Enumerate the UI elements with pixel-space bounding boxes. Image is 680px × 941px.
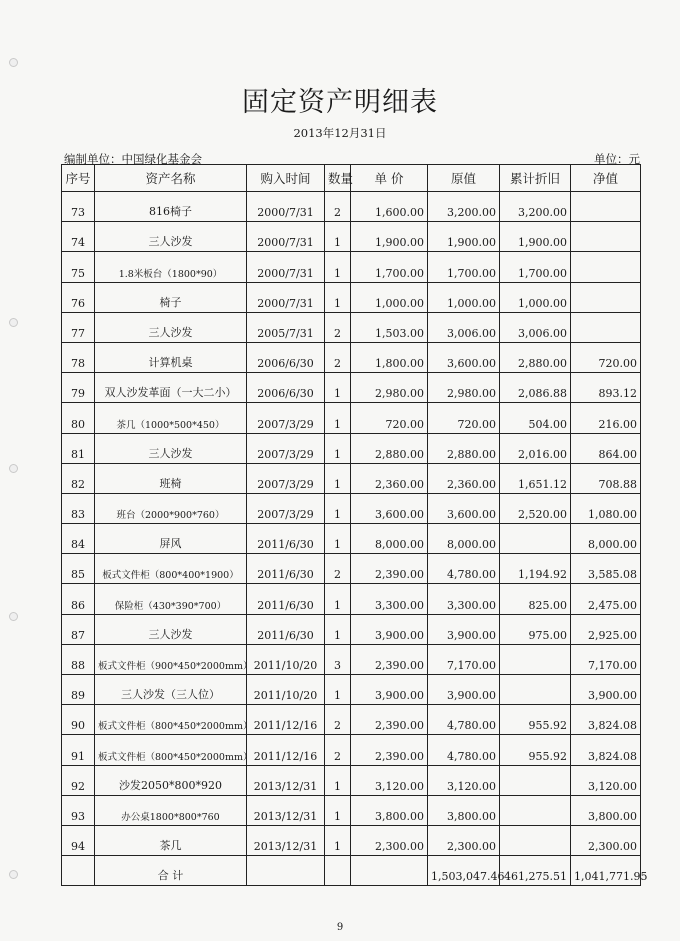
cell-original: 2,880.00	[428, 433, 500, 463]
cell-net: 3,800.00	[571, 795, 641, 825]
cell-original: 4,780.00	[428, 705, 500, 735]
col-header-date: 购入时间	[247, 165, 325, 192]
cell-no: 93	[62, 795, 95, 825]
cell-name: 屏风	[95, 524, 247, 554]
cell-date: 2007/3/29	[247, 493, 325, 523]
cell-no: 75	[62, 252, 95, 282]
cell-qty: 1	[325, 675, 351, 705]
asset-table	[61, 164, 648, 886]
cell-price: 1,000.00	[351, 282, 428, 312]
page-title: 固定资产明细表	[242, 87, 438, 118]
table-row	[62, 433, 641, 463]
cell-net: 216.00	[571, 403, 641, 433]
cell-price: 2,390.00	[351, 705, 428, 735]
cell-depreciation: 2,520.00	[500, 493, 571, 523]
cell-no: 86	[62, 584, 95, 614]
cell-original: 3,200.00	[428, 192, 500, 222]
cell-date: 2013/12/31	[247, 795, 325, 825]
cell-price: 3,300.00	[351, 584, 428, 614]
cell-qty: 2	[325, 735, 351, 765]
cell-price: 3,800.00	[351, 795, 428, 825]
cell-price: 2,390.00	[351, 554, 428, 584]
cell-name: 沙发2050*800*920	[95, 765, 247, 795]
report-date: 2013年12月31日	[293, 126, 387, 140]
cell-date: 2007/3/29	[247, 403, 325, 433]
cell-qty: 1	[325, 614, 351, 644]
cell-price: 720.00	[351, 403, 428, 433]
total-row	[62, 856, 641, 886]
cell-net: 3,824.08	[571, 735, 641, 765]
cell-no: 78	[62, 342, 95, 372]
table-row	[62, 705, 641, 735]
cell-net: 893.12	[571, 373, 641, 403]
total-net: 1,041,771.95	[571, 856, 641, 886]
cell-date: 2011/10/20	[247, 675, 325, 705]
cell-original: 3,006.00	[428, 312, 500, 342]
cell-original: 3,300.00	[428, 584, 500, 614]
cell-qty: 1	[325, 373, 351, 403]
cell-qty: 3	[325, 644, 351, 674]
table-row	[62, 614, 641, 644]
cell-price: 1,600.00	[351, 192, 428, 222]
cell-date: 2007/3/29	[247, 463, 325, 493]
cell-original: 3,800.00	[428, 795, 500, 825]
cell-net: 864.00	[571, 433, 641, 463]
cell-qty: 1	[325, 765, 351, 795]
cell-name: 板式文件柜（800*450*2000mm）	[95, 705, 247, 735]
cell-name: 三人沙发（三人位）	[95, 675, 247, 705]
cell-net: 708.88	[571, 463, 641, 493]
cell-name: 三人沙发	[95, 614, 247, 644]
cell-qty: 1	[325, 282, 351, 312]
cell-price: 2,300.00	[351, 825, 428, 855]
cell-no: 73	[62, 192, 95, 222]
total-cell-blank	[351, 856, 428, 886]
cell-name: 保险柜（430*390*700）	[95, 584, 247, 614]
cell-depreciation	[500, 825, 571, 855]
cell-net	[571, 192, 641, 222]
cell-net: 1,080.00	[571, 493, 641, 523]
cell-net	[571, 282, 641, 312]
cell-name: 三人沙发	[95, 312, 247, 342]
cell-depreciation: 975.00	[500, 614, 571, 644]
cell-depreciation: 1,000.00	[500, 282, 571, 312]
table-row	[62, 403, 641, 433]
cell-qty: 1	[325, 403, 351, 433]
cell-original: 7,170.00	[428, 644, 500, 674]
cell-name: 茶几	[95, 825, 247, 855]
cell-price: 8,000.00	[351, 524, 428, 554]
currency-unit-label: 单位：元	[594, 152, 640, 166]
cell-name: 班椅	[95, 463, 247, 493]
cell-depreciation	[500, 675, 571, 705]
cell-original: 2,300.00	[428, 825, 500, 855]
cell-qty: 1	[325, 825, 351, 855]
cell-qty: 1	[325, 463, 351, 493]
cell-date: 2006/6/30	[247, 342, 325, 372]
col-header-depreciation: 累计折旧	[500, 165, 571, 192]
cell-net: 2,300.00	[571, 825, 641, 855]
cell-depreciation: 2,016.00	[500, 433, 571, 463]
cell-date: 2005/7/31	[247, 312, 325, 342]
cell-qty: 1	[325, 433, 351, 463]
cell-no: 74	[62, 222, 95, 252]
table-row	[62, 644, 641, 674]
cell-depreciation: 1,651.12	[500, 463, 571, 493]
cell-name: 三人沙发	[95, 222, 247, 252]
total-cell-blank	[325, 856, 351, 886]
cell-original: 3,900.00	[428, 614, 500, 644]
cell-qty: 2	[325, 192, 351, 222]
table-row	[62, 282, 641, 312]
col-header-net: 净值	[571, 165, 641, 192]
cell-date: 2011/6/30	[247, 614, 325, 644]
cell-price: 3,600.00	[351, 493, 428, 523]
table-row	[62, 192, 641, 222]
cell-qty: 2	[325, 705, 351, 735]
cell-name: 板式文件柜（800*400*1900）	[95, 554, 247, 584]
cell-depreciation: 955.92	[500, 735, 571, 765]
binder-hole	[9, 464, 18, 473]
total-depreciation: 461,275.51	[500, 856, 571, 886]
cell-no: 92	[62, 765, 95, 795]
cell-no: 82	[62, 463, 95, 493]
binder-hole	[9, 58, 18, 67]
table-row	[62, 584, 641, 614]
cell-no: 83	[62, 493, 95, 523]
cell-date: 2011/12/16	[247, 735, 325, 765]
cell-price: 3,120.00	[351, 765, 428, 795]
table-row	[62, 675, 641, 705]
table-row	[62, 312, 641, 342]
binder-hole	[9, 870, 18, 879]
cell-name: 1.8米板台（1800*90）	[95, 252, 247, 282]
cell-date: 2011/12/16	[247, 705, 325, 735]
cell-name: 816椅子	[95, 192, 247, 222]
total-cell-blank	[247, 856, 325, 886]
cell-qty: 2	[325, 554, 351, 584]
cell-original: 1,700.00	[428, 252, 500, 282]
cell-no: 84	[62, 524, 95, 554]
cell-date: 2013/12/31	[247, 765, 325, 795]
table-header-row	[62, 165, 641, 192]
cell-original: 720.00	[428, 403, 500, 433]
cell-qty: 2	[325, 342, 351, 372]
cell-price: 3,900.00	[351, 675, 428, 705]
cell-no: 79	[62, 373, 95, 403]
cell-no: 87	[62, 614, 95, 644]
cell-depreciation: 2,880.00	[500, 342, 571, 372]
table-row	[62, 463, 641, 493]
total-label: 合 计	[95, 856, 247, 886]
cell-qty: 2	[325, 312, 351, 342]
page-number: 9	[336, 922, 344, 933]
cell-name: 三人沙发	[95, 433, 247, 463]
cell-original: 3,600.00	[428, 493, 500, 523]
cell-depreciation: 504.00	[500, 403, 571, 433]
cell-price: 2,390.00	[351, 735, 428, 765]
cell-depreciation: 955.92	[500, 705, 571, 735]
cell-depreciation: 825.00	[500, 584, 571, 614]
cell-date: 2011/6/30	[247, 524, 325, 554]
table-row	[62, 342, 641, 372]
cell-no: 85	[62, 554, 95, 584]
cell-name: 班台（2000*900*760）	[95, 493, 247, 523]
cell-net	[571, 312, 641, 342]
cell-date: 2000/7/31	[247, 282, 325, 312]
cell-name: 板式文件柜（900*450*2000mm）	[95, 644, 247, 674]
cell-date: 2006/6/30	[247, 373, 325, 403]
cell-no: 88	[62, 644, 95, 674]
cell-net	[571, 252, 641, 282]
cell-date: 2013/12/31	[247, 825, 325, 855]
cell-net: 720.00	[571, 342, 641, 372]
cell-price: 2,360.00	[351, 463, 428, 493]
col-header-name: 资产名称	[95, 165, 247, 192]
cell-date: 2007/3/29	[247, 433, 325, 463]
col-header-original: 原值	[428, 165, 500, 192]
cell-original: 1,000.00	[428, 282, 500, 312]
cell-price: 3,900.00	[351, 614, 428, 644]
cell-original: 3,120.00	[428, 765, 500, 795]
cell-net: 2,925.00	[571, 614, 641, 644]
cell-qty: 1	[325, 493, 351, 523]
col-header-qty: 数量	[325, 165, 351, 192]
cell-price: 1,900.00	[351, 222, 428, 252]
cell-original: 3,600.00	[428, 342, 500, 372]
table-row	[62, 222, 641, 252]
cell-qty: 1	[325, 795, 351, 825]
cell-depreciation: 1,900.00	[500, 222, 571, 252]
cell-date: 2000/7/31	[247, 192, 325, 222]
cell-net: 3,824.08	[571, 705, 641, 735]
total-cell-blank	[62, 856, 95, 886]
cell-depreciation: 3,200.00	[500, 192, 571, 222]
cell-original: 4,780.00	[428, 554, 500, 584]
cell-price: 2,390.00	[351, 644, 428, 674]
binder-hole	[9, 612, 18, 621]
table-row	[62, 252, 641, 282]
cell-price: 1,800.00	[351, 342, 428, 372]
cell-name: 茶几（1000*500*450）	[95, 403, 247, 433]
table-row	[62, 765, 641, 795]
cell-no: 94	[62, 825, 95, 855]
cell-net: 3,120.00	[571, 765, 641, 795]
table-row	[62, 554, 641, 584]
cell-depreciation	[500, 765, 571, 795]
table-row	[62, 524, 641, 554]
cell-date: 2011/10/20	[247, 644, 325, 674]
cell-qty: 1	[325, 252, 351, 282]
cell-price: 2,980.00	[351, 373, 428, 403]
table-row	[62, 373, 641, 403]
cell-no: 76	[62, 282, 95, 312]
table-row	[62, 825, 641, 855]
cell-price: 1,700.00	[351, 252, 428, 282]
table-row	[62, 735, 641, 765]
cell-date: 2000/7/31	[247, 222, 325, 252]
cell-net	[571, 222, 641, 252]
cell-no: 80	[62, 403, 95, 433]
cell-price: 1,503.00	[351, 312, 428, 342]
cell-original: 2,360.00	[428, 463, 500, 493]
cell-no: 90	[62, 705, 95, 735]
organization-label: 编制单位：中国绿化基金会	[64, 152, 202, 166]
cell-date: 2011/6/30	[247, 584, 325, 614]
cell-qty: 1	[325, 584, 351, 614]
cell-name: 计算机桌	[95, 342, 247, 372]
cell-qty: 1	[325, 222, 351, 252]
cell-name: 椅子	[95, 282, 247, 312]
cell-net: 3,585.08	[571, 554, 641, 584]
cell-price: 2,880.00	[351, 433, 428, 463]
cell-no: 77	[62, 312, 95, 342]
table-row	[62, 493, 641, 523]
cell-original: 2,980.00	[428, 373, 500, 403]
cell-net: 8,000.00	[571, 524, 641, 554]
cell-original: 4,780.00	[428, 735, 500, 765]
cell-original: 8,000.00	[428, 524, 500, 554]
cell-date: 2011/6/30	[247, 554, 325, 584]
cell-depreciation	[500, 524, 571, 554]
col-header-no: 序号	[62, 165, 95, 192]
cell-depreciation	[500, 644, 571, 674]
binder-hole	[9, 318, 18, 327]
cell-name: 双人沙发革面（一大二小）	[95, 373, 247, 403]
cell-no: 81	[62, 433, 95, 463]
cell-depreciation: 1,194.92	[500, 554, 571, 584]
col-header-price: 单 价	[351, 165, 428, 192]
cell-depreciation	[500, 795, 571, 825]
cell-qty: 1	[325, 524, 351, 554]
cell-depreciation: 2,086.88	[500, 373, 571, 403]
cell-original: 1,900.00	[428, 222, 500, 252]
total-original: 1,503,047.46	[428, 856, 500, 886]
cell-depreciation: 3,006.00	[500, 312, 571, 342]
cell-no: 91	[62, 735, 95, 765]
cell-name: 办公桌1800*800*760	[95, 795, 247, 825]
cell-name: 板式文件柜（800*450*2000mm）	[95, 735, 247, 765]
cell-net: 2,475.00	[571, 584, 641, 614]
table-row	[62, 795, 641, 825]
cell-no: 89	[62, 675, 95, 705]
cell-date: 2000/7/31	[247, 252, 325, 282]
cell-original: 3,900.00	[428, 675, 500, 705]
cell-net: 3,900.00	[571, 675, 641, 705]
cell-depreciation: 1,700.00	[500, 252, 571, 282]
cell-net: 7,170.00	[571, 644, 641, 674]
